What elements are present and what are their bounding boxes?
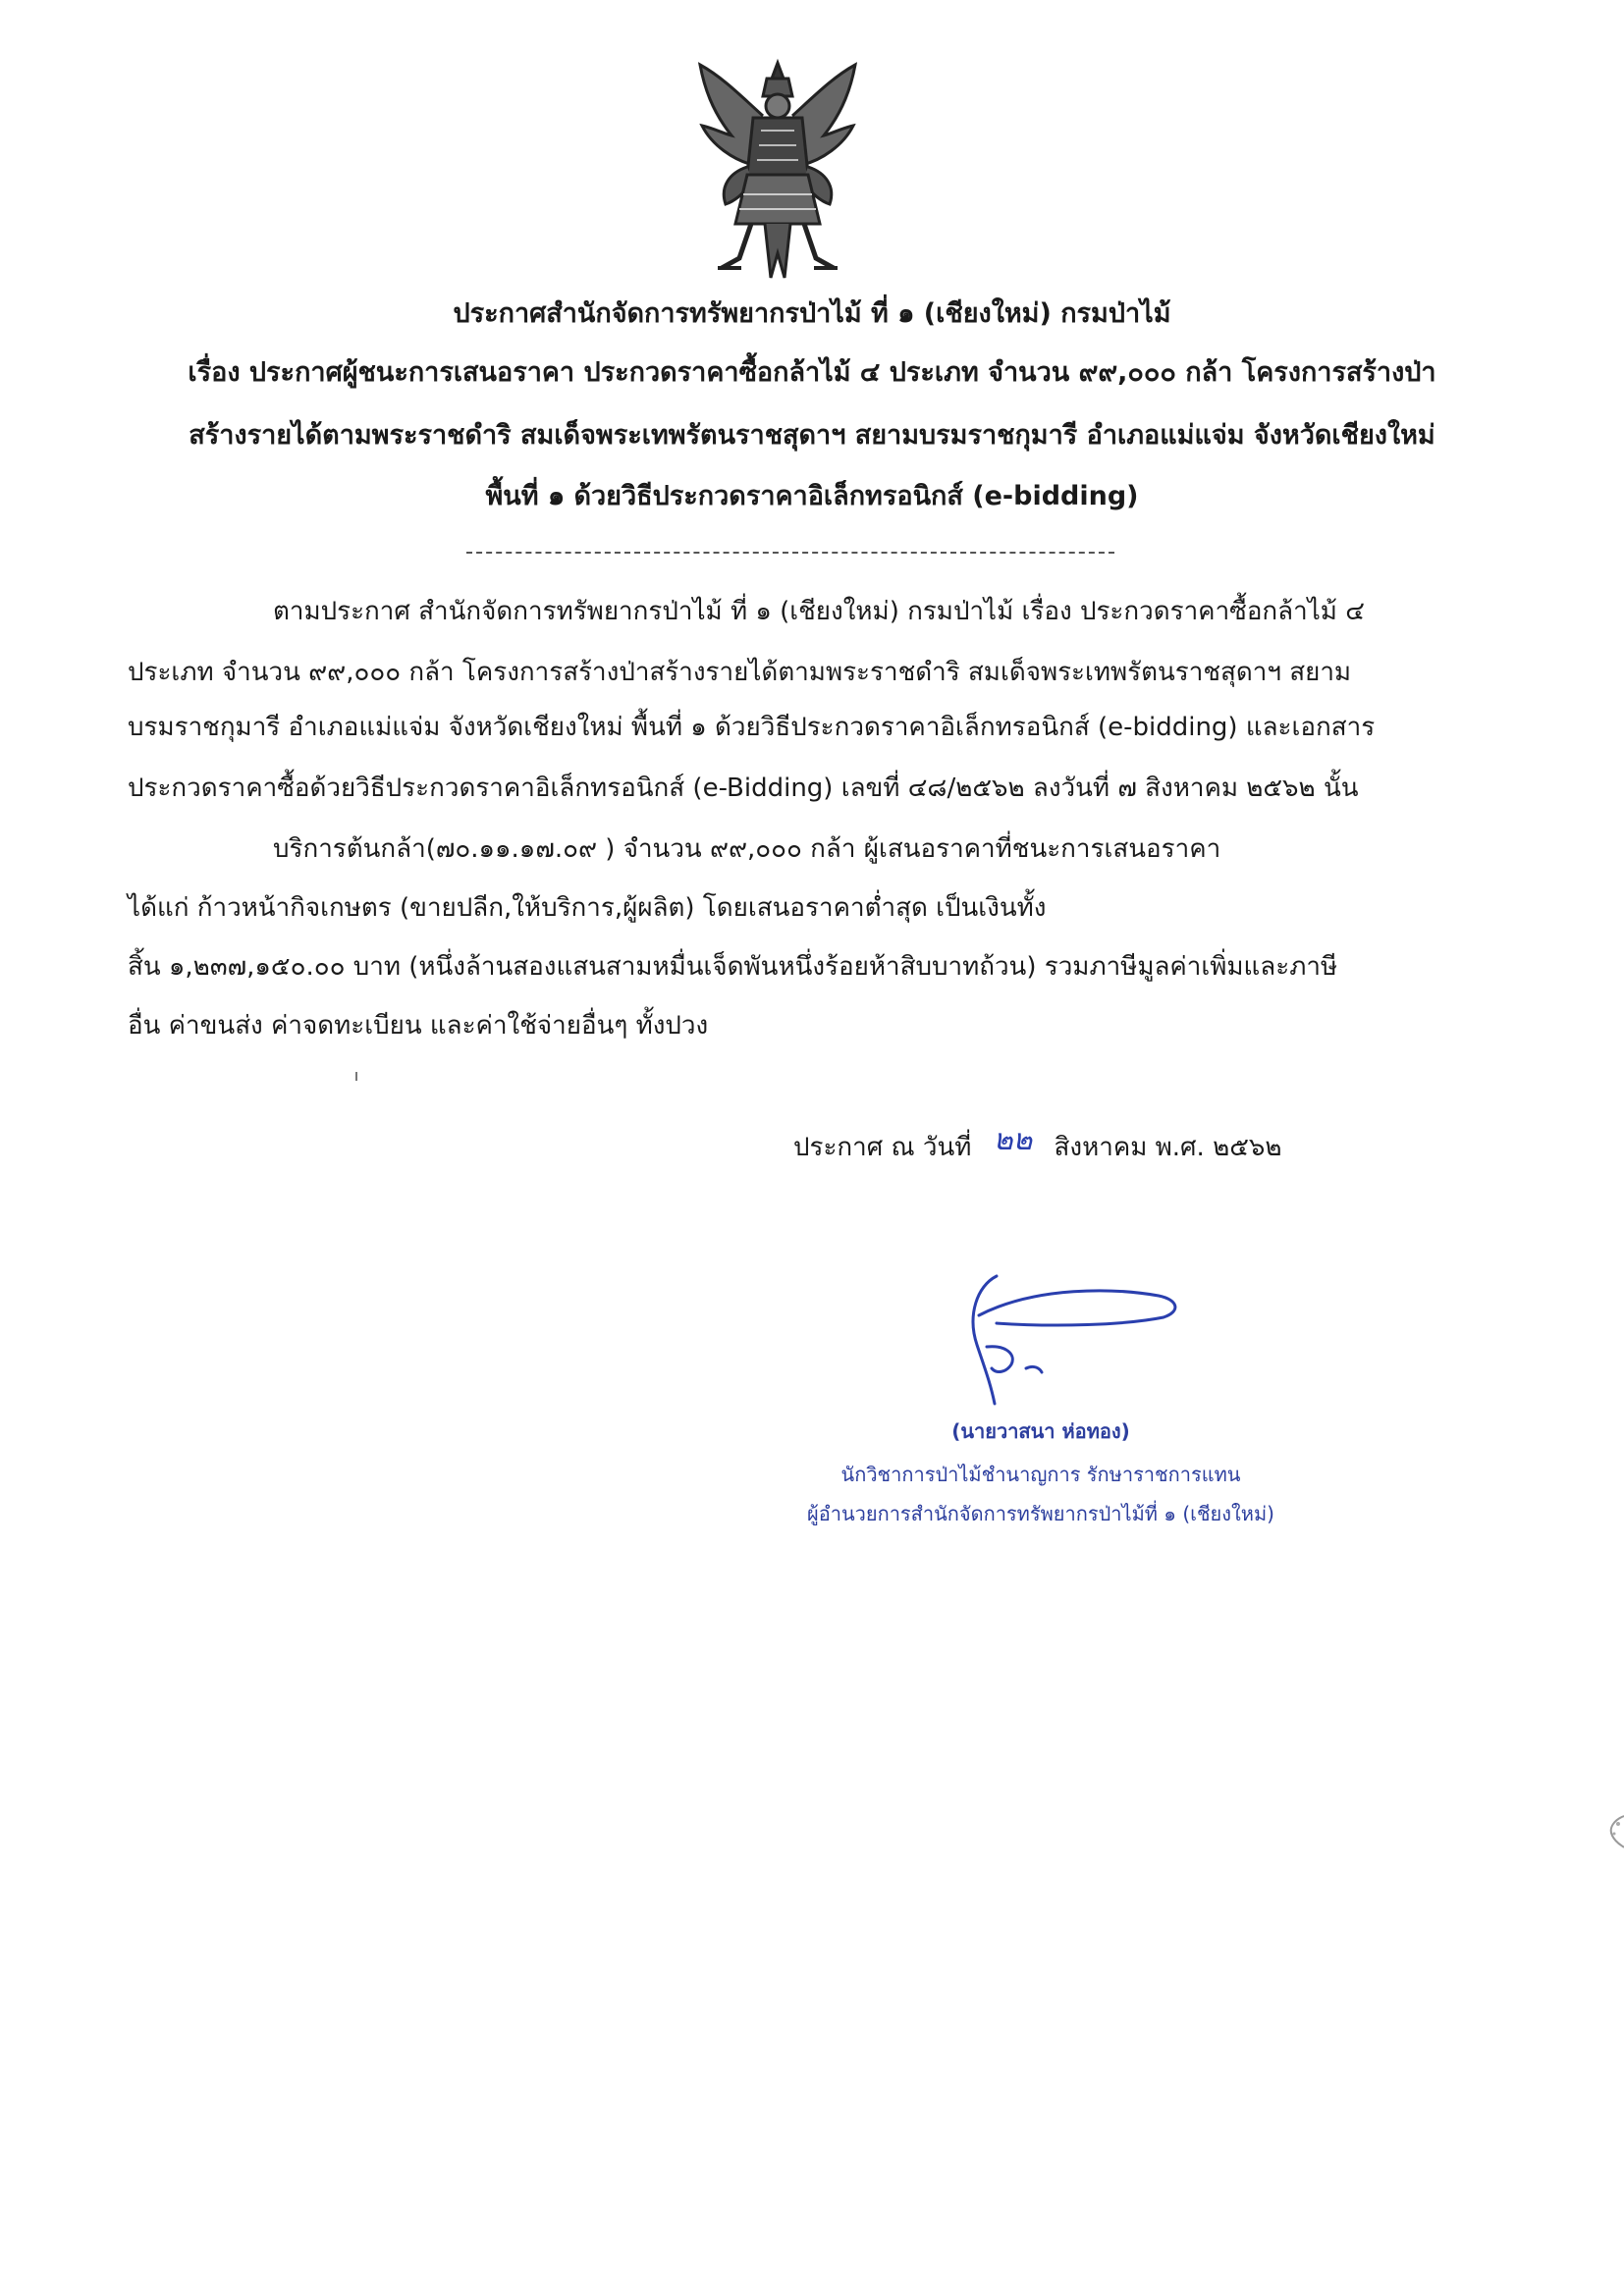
- garuda-emblem-icon: [682, 57, 874, 293]
- announcement-date: [793, 1123, 1282, 1162]
- signatory-position: นักวิชาการป่าไม้ชำนาญการ รักษาราชการแทน: [840, 1463, 1241, 1486]
- dashed-divider: [466, 552, 1114, 554]
- date-suffix: สิงหาคม พ.ศ. ๒๕๖๒: [1054, 1133, 1282, 1162]
- scan-speck: [355, 1072, 357, 1081]
- body-paragraph-line: ตามประกาศ สำนักจัดการทรัพยากรป่าไม้ ที่ ๑ (เชียงใหม่) กรมป่าไม้ เรื่อง ประกวดราคาซื้อกล้าไม้ ๔: [273, 597, 1365, 626]
- signatory-name: (นายวาสนา ห่อทอง): [951, 1419, 1130, 1443]
- body-paragraph-line: บริการต้นกล้า(๗๐.๑๑.๑๗.๐๙ ) จำนวน ๙๙,๐๐๐ กล้า ผู้เสนอราคาที่ชนะการเสนอราคา: [273, 834, 1221, 864]
- body-paragraph-line: ประเภท จำนวน ๙๙,๐๐๐ กล้า โครงการสร้างป่าสร้างรายได้ตามพระราชดำริ สมเด็จพระเทพรัตนราชสุดาฯ สยาม: [128, 658, 1352, 687]
- body-paragraph-line: สิ้น ๑,๒๓๗,๑๕๐.๐๐ บาท (หนึ่งล้านสองแสนสามหมื่นเจ็ดพันหนึ่งร้อยห้าสิบบาทถ้วน) รวมภาษีมูลค่าเพิ่มและภาษี: [128, 952, 1338, 982]
- scan-edge-mark: [1600, 1814, 1624, 1849]
- body-paragraph-line: บรมราชกุมารี อำเภอแม่แจ่ม จังหวัดเชียงใหม่ พื้นที่ ๑ ด้วยวิธีประกวดราคาอิเล็กทรอนิกส์ (e-bidding) และเอกสาร: [128, 713, 1376, 742]
- subject-line-final: พื้นที่ ๑ ด้วยวิธีประกวดราคาอิเล็กทรอนิกส์ (e-bidding): [485, 481, 1139, 511]
- announcement-heading: ประกาศสำนักจัดการทรัพยากรป่าไม้ ที่ ๑ (เชียงใหม่) กรมป่าไม้: [453, 298, 1171, 329]
- date-prefix: ประกาศ ณ วันที่: [793, 1133, 972, 1162]
- body-paragraph-line: ได้แก่ ก้าวหน้ากิจเกษตร (ขายปลีก,ให้บริการ,ผู้ผลิต) โดยเสนอราคาต่ำสุด เป็นเงินทั้ง: [128, 893, 1047, 923]
- handwritten-signature: [957, 1266, 1203, 1414]
- body-paragraph-line: อื่น ค่าขนส่ง ค่าจดทะเบียน และค่าใช้จ่ายอื่นๆ ทั้งปวง: [128, 1011, 709, 1041]
- subject-line-continued: สร้างรายได้ตามพระราชดำริ สมเด็จพระเทพรัตนราชสุดาฯ สยามบรมราชกุมารี อำเภอแม่แจ่ม จังหวัดเชียงใหม่: [189, 420, 1435, 451]
- date-day-handwritten: ๒๒: [993, 1123, 1033, 1157]
- signatory-office: ผู้อำนวยการสำนักจัดการทรัพยากรป่าไม้ที่ ๑ (เชียงใหม่): [807, 1502, 1274, 1525]
- body-paragraph-line: ประกวดราคาซื้อด้วยวิธีประกวดราคาอิเล็กทรอนิกส์ (e-Bidding) เลขที่ ๔๘/๒๕๖๒ ลงวันที่ ๗ สิงหาคม ๒๕๖๒ นั้น: [128, 774, 1359, 803]
- subject-line: เรื่อง ประกาศผู้ชนะการเสนอราคา ประกวดราคาซื้อกล้าไม้ ๔ ประเภท จำนวน ๙๙,๐๐๐ กล้า โครงการสร้างป่า: [188, 357, 1436, 388]
